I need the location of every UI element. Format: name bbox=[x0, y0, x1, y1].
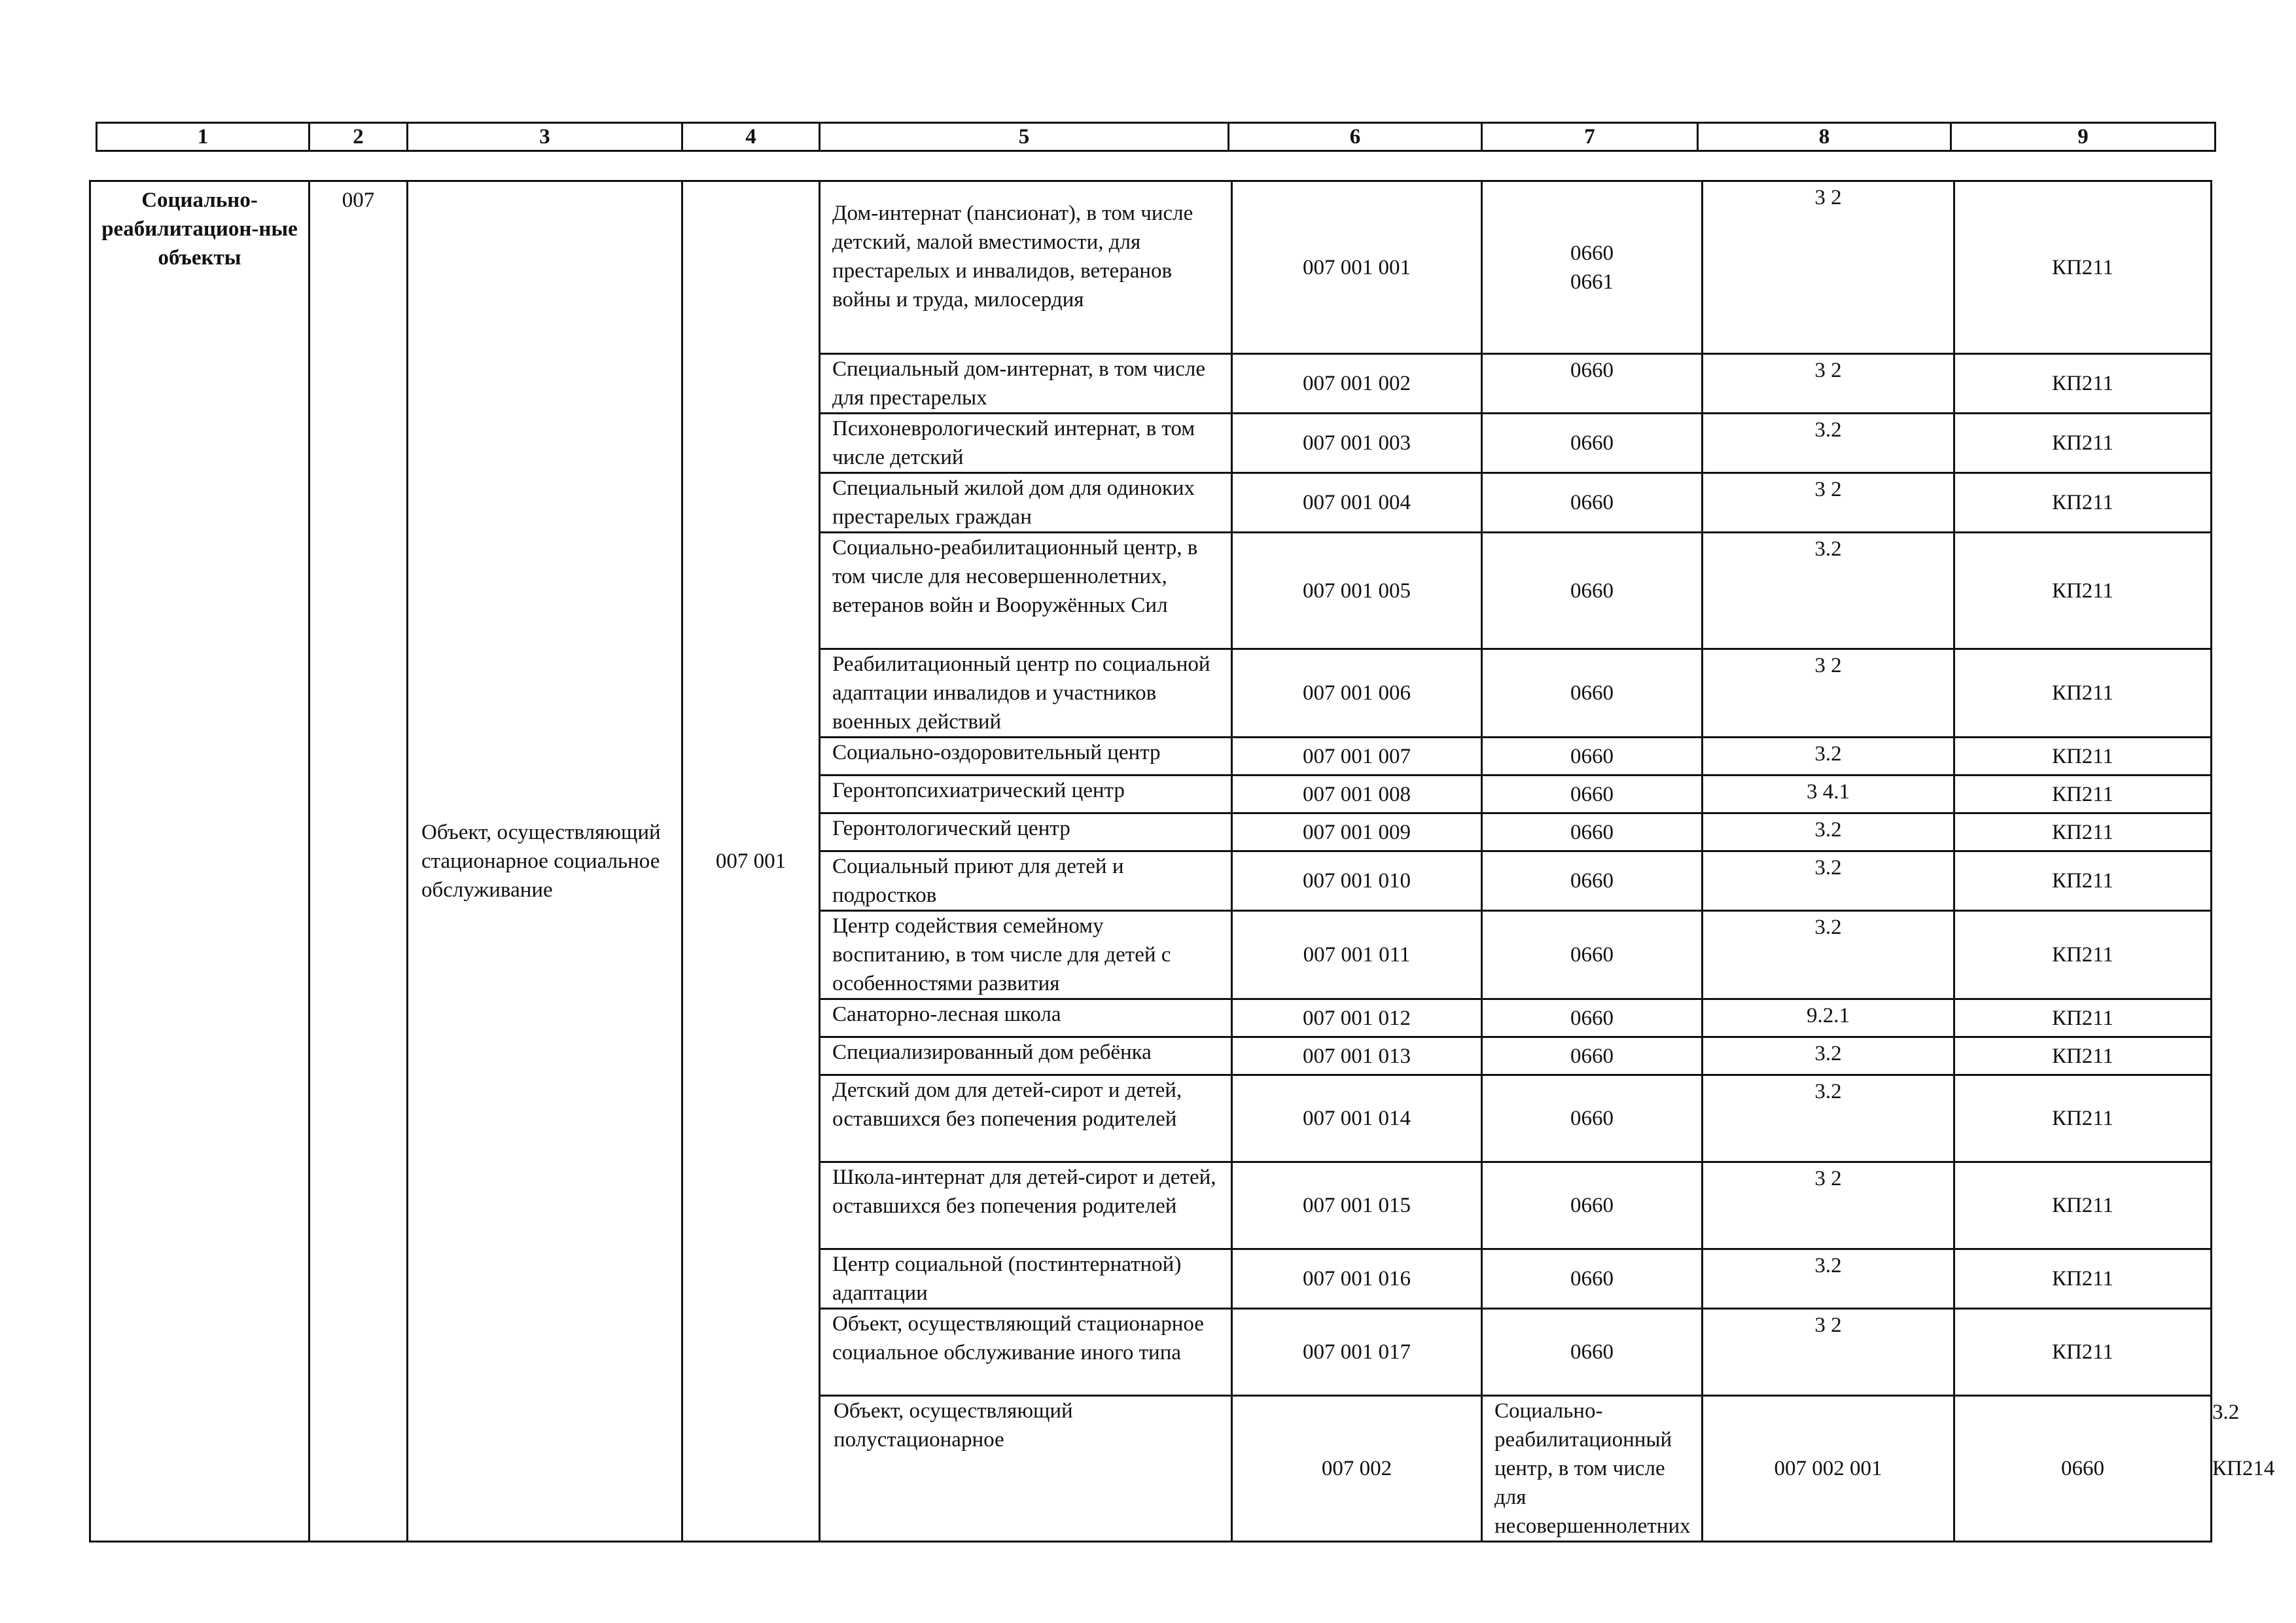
subgroup-name: Объект, осуществляющий стационарное социальное обслуживание bbox=[408, 181, 682, 1542]
row-kp: КП211 bbox=[1954, 649, 2212, 738]
row-kp: КП211 bbox=[1954, 1162, 2212, 1249]
row-description: Специальный дом-интернат, в том числе для престарелых bbox=[820, 354, 1232, 414]
row-description: Школа-интернат для детей-сирот и детей, оставшихся без попечения родителей bbox=[820, 1162, 1232, 1249]
row-ksp: 3 2 bbox=[1703, 1162, 1954, 1249]
row-okved: 0660 bbox=[1482, 473, 1703, 533]
row-okved: 0660 bbox=[1482, 738, 1703, 776]
row-description: Детский дом для детей-сирот и детей, оставшихся без попечения родителей bbox=[820, 1075, 1232, 1162]
row-description: Центр социальной (постинтернатной) адаптации bbox=[820, 1249, 1232, 1309]
row-kp: КП211 bbox=[1954, 414, 2212, 473]
row-ksp: 3 2 bbox=[1703, 649, 1954, 738]
row-ksp: 3.2 bbox=[1703, 813, 1954, 851]
row-description: Специальный жилой дом для одиноких престарелых граждан bbox=[820, 473, 1232, 533]
row-ksp: 3.2 bbox=[1703, 533, 1954, 649]
row-okved: 0660 bbox=[1482, 999, 1703, 1037]
group-code: 007 bbox=[309, 181, 408, 1542]
row-okved: 0660 0661 bbox=[1482, 181, 1703, 354]
subgroup-code: 007 002 bbox=[1232, 1396, 1482, 1542]
column-number-4: 4 bbox=[682, 123, 820, 151]
row-ksp: 3 2 bbox=[1703, 181, 1954, 354]
row-ksp: 3.2 bbox=[1703, 1037, 1954, 1075]
row-code: 007 001 009 bbox=[1232, 813, 1482, 851]
row-ksp: 3 2 bbox=[1703, 473, 1954, 533]
row-code: 007 001 002 bbox=[1232, 354, 1482, 414]
row-description: Социальный приют для детей и подростков bbox=[820, 851, 1232, 911]
row-kp: КП211 bbox=[1954, 354, 2212, 414]
subgroup-name: Объект, осуществляющий полустационарное bbox=[820, 1396, 1232, 1542]
row-ksp: 3 4.1 bbox=[1703, 776, 1954, 813]
row-kp: КП211 bbox=[1954, 738, 2212, 776]
row-kp: КП211 bbox=[1954, 1075, 2212, 1162]
row-okved: 0660 bbox=[1482, 813, 1703, 851]
row-code: 007 001 010 bbox=[1232, 851, 1482, 911]
row-ksp: 3.2 bbox=[1703, 414, 1954, 473]
row-description: Геронтопсихиатрический центр bbox=[820, 776, 1232, 813]
row-description: Геронтологический центр bbox=[820, 813, 1232, 851]
row-description: Социально-реабилитационный центр, в том числе для несовершеннолетних bbox=[1482, 1396, 1703, 1542]
column-number-9: 9 bbox=[1951, 123, 2216, 151]
row-kp: КП211 bbox=[1954, 1309, 2212, 1396]
row-code: 007 001 001 bbox=[1232, 181, 1482, 354]
row-ksp: 3.2 bbox=[1703, 1075, 1954, 1162]
row-ksp: 3.2 bbox=[1703, 851, 1954, 911]
row-kp: КП211 bbox=[1954, 851, 2212, 911]
row-okved: 0660 bbox=[1482, 851, 1703, 911]
row-code: 007 001 008 bbox=[1232, 776, 1482, 813]
column-number-1: 1 bbox=[97, 123, 309, 151]
row-description: Социально-реабилитационный центр, в том числе для несовершеннолетних, ветеранов войн и Вооружённых Сил bbox=[820, 533, 1232, 649]
row-description: Социально-оздоровительный центр bbox=[820, 738, 1232, 776]
row-description: Специализированный дом ребёнка bbox=[820, 1037, 1232, 1075]
row-kp: КП211 bbox=[1954, 911, 2212, 999]
row-kp: КП211 bbox=[1954, 181, 2212, 354]
row-okved: 0660 bbox=[1482, 354, 1703, 414]
row-code: 007 001 014 bbox=[1232, 1075, 1482, 1162]
row-okved: 0660 bbox=[1482, 1249, 1703, 1309]
row-code: 007 001 011 bbox=[1232, 911, 1482, 999]
row-ksp: 3 2 bbox=[1703, 354, 1954, 414]
row-description: Реабилитационный центр по социальной адаптации инвалидов и участников военных действий bbox=[820, 649, 1232, 738]
row-code: 007 001 005 bbox=[1232, 533, 1482, 649]
row-code: 007 001 003 bbox=[1232, 414, 1482, 473]
column-number-header bbox=[96, 122, 2216, 152]
row-kp: КП211 bbox=[1954, 533, 2212, 649]
row-code: 007 001 006 bbox=[1232, 649, 1482, 738]
row-code: 007 001 016 bbox=[1232, 1249, 1482, 1309]
row-okved: 0660 bbox=[1482, 1309, 1703, 1396]
row-okved: 0660 bbox=[1482, 911, 1703, 999]
row-description: Психоневрологический интернат, в том числе детский bbox=[820, 414, 1232, 473]
row-okved: 0660 bbox=[1482, 649, 1703, 738]
row-ksp: 3.2 bbox=[1703, 1249, 1954, 1309]
column-number-7: 7 bbox=[1482, 123, 1698, 151]
row-kp: КП211 bbox=[1954, 1249, 2212, 1309]
row-kp: КП211 bbox=[1954, 473, 2212, 533]
subgroup-code: 007 001 bbox=[682, 181, 820, 1542]
row-description: Объект, осуществляющий стационарное социальное обслуживание иного типа bbox=[820, 1309, 1232, 1396]
column-number-2: 2 bbox=[309, 123, 408, 151]
row-ksp: 3.2 bbox=[1703, 738, 1954, 776]
row-code: 007 001 007 bbox=[1232, 738, 1482, 776]
row-okved: 0660 bbox=[1482, 1075, 1703, 1162]
column-number-8: 8 bbox=[1698, 123, 1951, 151]
row-okved: 0660 bbox=[1954, 1396, 2212, 1542]
group-name: Социально-реабилитацион-ные объекты bbox=[90, 181, 309, 1542]
column-number-3: 3 bbox=[408, 123, 682, 151]
row-okved: 0660 bbox=[1482, 1162, 1703, 1249]
row-okved: 0660 bbox=[1482, 776, 1703, 813]
row-code: 007 001 013 bbox=[1232, 1037, 1482, 1075]
row-code: 007 001 012 bbox=[1232, 999, 1482, 1037]
row-code: 007 001 015 bbox=[1232, 1162, 1482, 1249]
row-ksp: 3 2 bbox=[1703, 1309, 1954, 1396]
row-description: Дом-интернат (пансионат), в том числе детский, малой вместимости, для престарелых и инвалидов, ветеранов войны и труда, милосердия bbox=[820, 181, 1232, 354]
row-okved: 0660 bbox=[1482, 1037, 1703, 1075]
row-kp: КП211 bbox=[1954, 776, 2212, 813]
row-okved: 0660 bbox=[1482, 414, 1703, 473]
row-description: Центр содействия семейному воспитанию, в том числе для детей с особенностями развития bbox=[820, 911, 1232, 999]
column-number-5: 5 bbox=[820, 123, 1229, 151]
row-okved: 0660 bbox=[1482, 533, 1703, 649]
column-number-6: 6 bbox=[1229, 123, 1482, 151]
row-ksp: 9.2.1 bbox=[1703, 999, 1954, 1037]
row-kp: КП211 bbox=[1954, 999, 2212, 1037]
row-kp: КП211 bbox=[1954, 813, 2212, 851]
classifier-table: Социально-реабилитацион-ные объекты 007 Объект, осуществляющий стационарное социальное обслуживание 007 001 Дом-интернат (пансионат), в том числе детский, малой вместимости, для престарелых и инвалидов, ветеранов войны и труда, милосердия 007 001 001 0660 0661 3 2 КП211 Специальный дом-интернат, в том числе для престарелых 007 001 002 0660 3 2 КП211 Психоневрологический интернат, в том числе детский 007 001 003 0660 3.2 КП211 Специальный жилой дом для одиноких престарелых граждан 007 001 004 0660 3 2 КП211 Социально-реабилитационный центр, в том числе для несовершеннолетних, ветеранов войн и Вооружённых Сил 007 001 005 0660 3.2 КП211 Реабилитационный центр по социальной адаптации инвалидов и участников военных действий 007 001 006 0660 3 2 КП211 Социально-оздоровительный центр 007 001 007 0660 3.2 КП211 Геронтопсихиатрический центр 007 001 008 0660 3 4.1 КП211 Геронтологический центр 007 001 009 0660 3.2 КП211 Социальный приют для детей и подростков 007 001 010 0660 3.2 КП211 Центр содействия семейному воспитанию, в том числе для детей с особенностями развития 007 001 011 0660 3.2 КП211 Санаторно-лесная школа 007 001 012 0660 9.2.1 КП211 Специализированный дом ребёнка 007 001 013 0660 3.2 КП211 Детский дом для детей-сирот и детей, оставшихся без попечения родителей 007 001 014 0660 3.2 КП211 Школа-интернат для детей-сирот и детей, оставшихся без попечения родителей 007 001 015 0660 3 2 КП211 Центр социальной (постинтернатной) адаптации 007 001 016 0660 3.2 КП211 Объект, осуществляющий стационарное социальное обслуживание иного типа 007 001 017 0660 3 2 КП211 Объект, осуществляющий полустационарное 007 002 Социально-реабилитационный центр, в том числе для несовершеннолетних 007 002 001 0660 3.2 КП214 bbox=[89, 180, 2212, 1543]
row-code: 007 002 001 bbox=[1703, 1396, 1954, 1542]
row-description: Санаторно-лесная школа bbox=[820, 999, 1232, 1037]
row-code: 007 001 004 bbox=[1232, 473, 1482, 533]
row-ksp: 3.2 bbox=[1703, 911, 1954, 999]
row-code: 007 001 017 bbox=[1232, 1309, 1482, 1396]
row-kp: КП211 bbox=[1954, 1037, 2212, 1075]
